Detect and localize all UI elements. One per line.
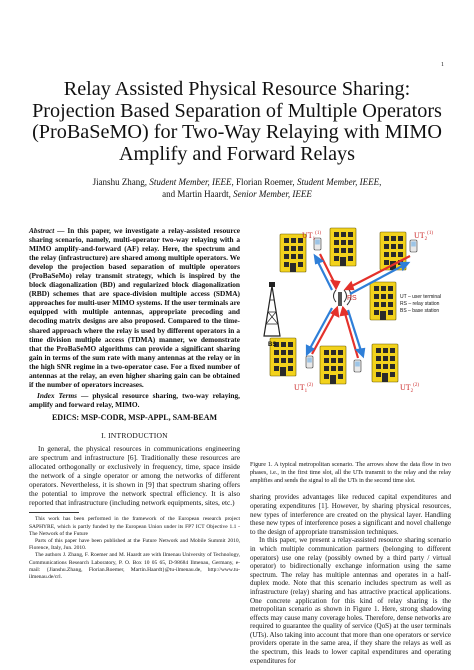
author-line-2 (30, 189, 444, 201)
ut-label: $UT_2^{(1)}$ (414, 231, 434, 242)
author-role: Senior Member, IEEE (233, 188, 312, 199)
rs-label: RS (347, 295, 357, 302)
body-paragraph: In this paper, we present a relay-assisted resource sharing scenario in which multiple communication partners (belonging to different operators) use one relay (possibly owned by a third party / virtual operator) to bidirectionally exchange information using the same spectrum. The relay has multiple antennas and operates in a half-duplex mode. Note that this scenario includes spectrum as well as infrastructure (relay) sharing and has attractive practical applications. One concrete application for this kind of relay sharing is the metropolitan scenario as shown in Figure 1. Here, strong shadowing effects may cause many coverage holes. Therefore, dense networks are required to guarantee the quality of service (QoS) at the user terminals (UTs). Also taking into account that more than one operators or service providers operate in the same area, if they share the relays as well as the spectrum, this leads to lower capital expenditures and operating expenditures for (250, 536, 451, 665)
page-number: 1 (441, 62, 444, 68)
author-name: and Martin Haardt, (162, 188, 231, 199)
index-terms (29, 391, 240, 409)
right-body (250, 493, 451, 665)
building-icon (370, 282, 396, 320)
ut-label: $UT_2^{(2)}$ (400, 383, 420, 394)
bs-label: BS (268, 342, 277, 348)
section-heading-introduction: I. INTRODUCTION (101, 430, 168, 440)
legend-rs: RS – relay station (400, 301, 440, 307)
author-name: , Florian Roemer, (231, 177, 295, 187)
ut-label: $UT_1^{(2)}$ (294, 383, 314, 394)
user-terminal-icon (410, 240, 417, 252)
building-icon (372, 344, 398, 382)
abstract-label: Abstract (29, 226, 55, 235)
base-station-tower-icon (264, 282, 280, 336)
footnote-funding: This work has been performed in the framework of the European research project SAPHYRE, which is partly funded by the European Union under its FP7 ICT Objective 1.1 - The Network of the Future (29, 516, 240, 537)
abstract (29, 226, 240, 389)
index-terms-text: — physical resource sharing, two-way relaying, amplify and forward relay, MIMO. (29, 390, 240, 409)
author-separator: , (379, 177, 382, 187)
left-column (29, 226, 240, 581)
right-column (250, 226, 451, 665)
figure-caption: Figure 1. A typical metropolitan scenario. The arrows show the data flow in two phases, i.e., in the first time slot, all the UTs transmit to the relay and the relay amplifies and sends the signal to all the UTs in the second time slot. (250, 462, 451, 484)
author-role: Student Member, IEEE (149, 177, 232, 187)
footnote-rule (29, 512, 79, 513)
abstract-text: — In this paper, we investigate a relay-assisted resource sharing scenario, namely, multi-operator two-way relaying with a MIMO amplify-and-forward (AF) relay. Here, the spectrum and the relay (infrastructure) are shared among multiple operators. We develop the projection based separation of multiple operators (ProBaSeMo) relay transmit strategy, which is inspired by the block diagonalization (BD) and regularized block diagonalization (RBD) schemes that are space-division multiple access (SDMA) approaches for multi-user MIMO systems. If the user terminals are equipped with multiple antennas, appropriate precoding and decoding matrix designs are also proposed. Compared to the time-shared approach where the relay is used by different operators in a time division multiple access (TDMA) manner, we demonstrate that the ProBaSeMO algorithms can provide a significant sharing gain in terms of the sum rate with many antennas at the relay or in the high SNR regime in a two-operator case. For a fixed number of antennas at the relay, an even higher sharing gain can be obtained if the number of operators increases. (29, 226, 240, 389)
metropolitan-scenario-diagram (250, 226, 451, 460)
footnote-affiliation: The authors J. Zhang, F. Roemer and M. Haardt are with Ilmenau University of Technology, Communications Research Laboratory, P. O. Box 10 05 65, D-98684 Ilmenau, Germany, e-mail: {Jianshu.Zhang, Florian.Roemer, Martin.Haardt}@tu-ilmenau.de, http://www.tu-ilmenau.de/crl. (29, 552, 240, 580)
legend-ut: UT – user terminal (400, 294, 442, 300)
ut-label: $UT_1^{(1)}$ (302, 231, 322, 242)
author-role: Student Member, IEEE (296, 177, 380, 187)
building-icon (330, 228, 356, 266)
index-terms-label: Index Terms (37, 390, 78, 400)
author-block (30, 177, 444, 200)
paper-title: Relay Assisted Physical Resource Sharing: Projection Based Separation of Multiple Operators (ProBaSeMO) for Two-Way Relaying with MIMO Amplify and Forward Relays (32, 78, 442, 165)
user-terminal-icon (306, 356, 313, 368)
edics: EDICS: MSP-CODR, MSP-APPL, SAM-BEAM (51, 412, 218, 422)
building-icon (320, 346, 346, 384)
body-paragraph: sharing provides advantages like reduced capital expenditures and operating expenditures [1]. However, by sharing physical resources, new types of interference are created on the physical layer. Handling these new types of interference poses a significant and novel challenge to the design of appropriate transmission techniques. (250, 493, 451, 536)
footnote-publication: Parts of this paper have been published at the Future Network and Mobile Summit 2010, Florence, Italy, Jun. 2010. (29, 537, 240, 552)
author-line-1 (30, 177, 444, 189)
user-terminal-icon (354, 360, 361, 372)
legend-bs: BS – base station (400, 308, 440, 314)
author-name: Jianshu Zhang, (92, 177, 148, 187)
figure-1 (250, 226, 451, 460)
intro-paragraph: In general, the physical resources in communications engineering are spectrum and infrastructure [6]. Traditionally these resources are allocated orthogonally or exclusively in frequency, time, space inside the network of a single operator or among the networks of different operators. Nevertheless, it is shown in [9] that spectrum sharing offers the potential to improve the network spectral efficiency. It is also reported that infrastructure (including network equipments, sites, etc.) (29, 444, 240, 508)
